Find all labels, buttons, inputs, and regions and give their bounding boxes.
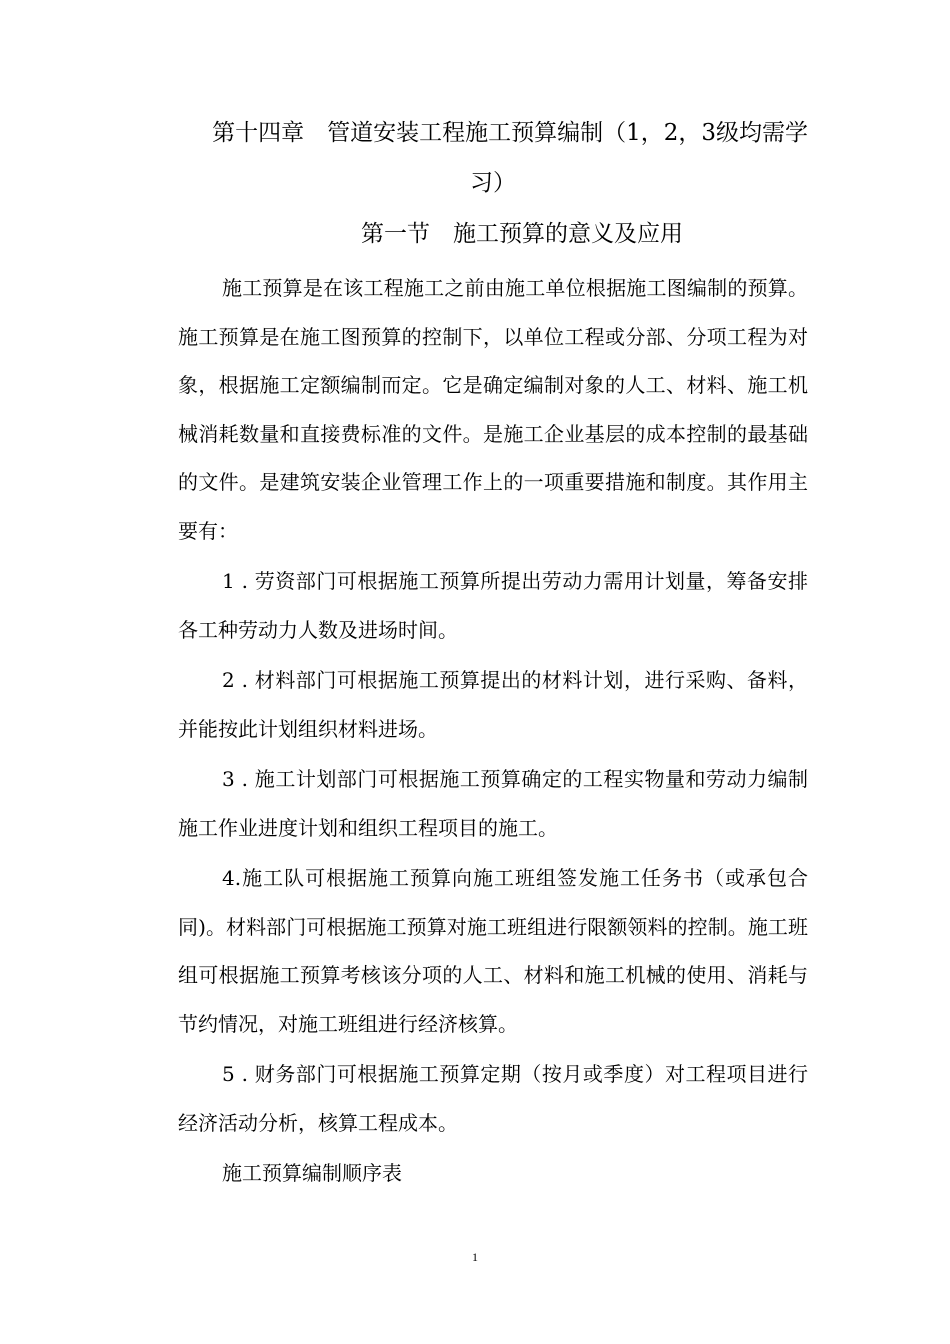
list-item-5: 5 . 财务部门可根据施工预算定期（按月或季度）对工程项目进行经济活动分析，核算工程成本。 [178, 1062, 808, 1135]
list-item-4: 4.施工队可根据施工预算向施工班组签发施工任务书（或承包合同)。材料部门可根据施工预算对施工班组进行限额领料的控制。施工班组可根据施工预算考核该分项的人工、材料和施工机械的使用、消耗与节约情况，对施工班组进行经济核算。 [178, 866, 808, 1036]
document-body [178, 108, 808, 1198]
list-item-3: 3 . 施工计划部门可根据施工预算确定的工程实物量和劳动力编制施工作业进度计划和组织工程项目的施工。 [178, 767, 808, 840]
chapter-title: 第十四章 管道安装工程施工预算编制（1，2，3级均需学习） [212, 120, 808, 196]
list-item-1: 1 . 劳资部门可根据施工预算所提出劳动力需用计划量，筹备安排各工种劳动力人数及进场时间。 [178, 569, 808, 642]
list-item-2: 2 . 材料部门可根据施工预算提出的材料计划，进行采购、备料，并能按此计划组织材料进场。 [178, 668, 808, 741]
section-title: 第一节 施工预算的意义及应用 [361, 221, 683, 247]
page-number: 1 [472, 1250, 478, 1264]
intro-paragraph: 施工预算是在该工程施工之前由施工单位根据施工图编制的预算。施工预算是在施工图预算的控制下，以单位工程或分部、分项工程为对象，根据施工定额编制而定。它是确定编制对象的人工、材料、施工机械消耗数量和直接费标准的文件。是施工企业基层的成本控制的最基础的文件。是建筑安装企业管理工作上的一项重要措施和制度。其作用主要有： [178, 276, 808, 543]
table-caption: 施工预算编制顺序表 [222, 1161, 402, 1185]
